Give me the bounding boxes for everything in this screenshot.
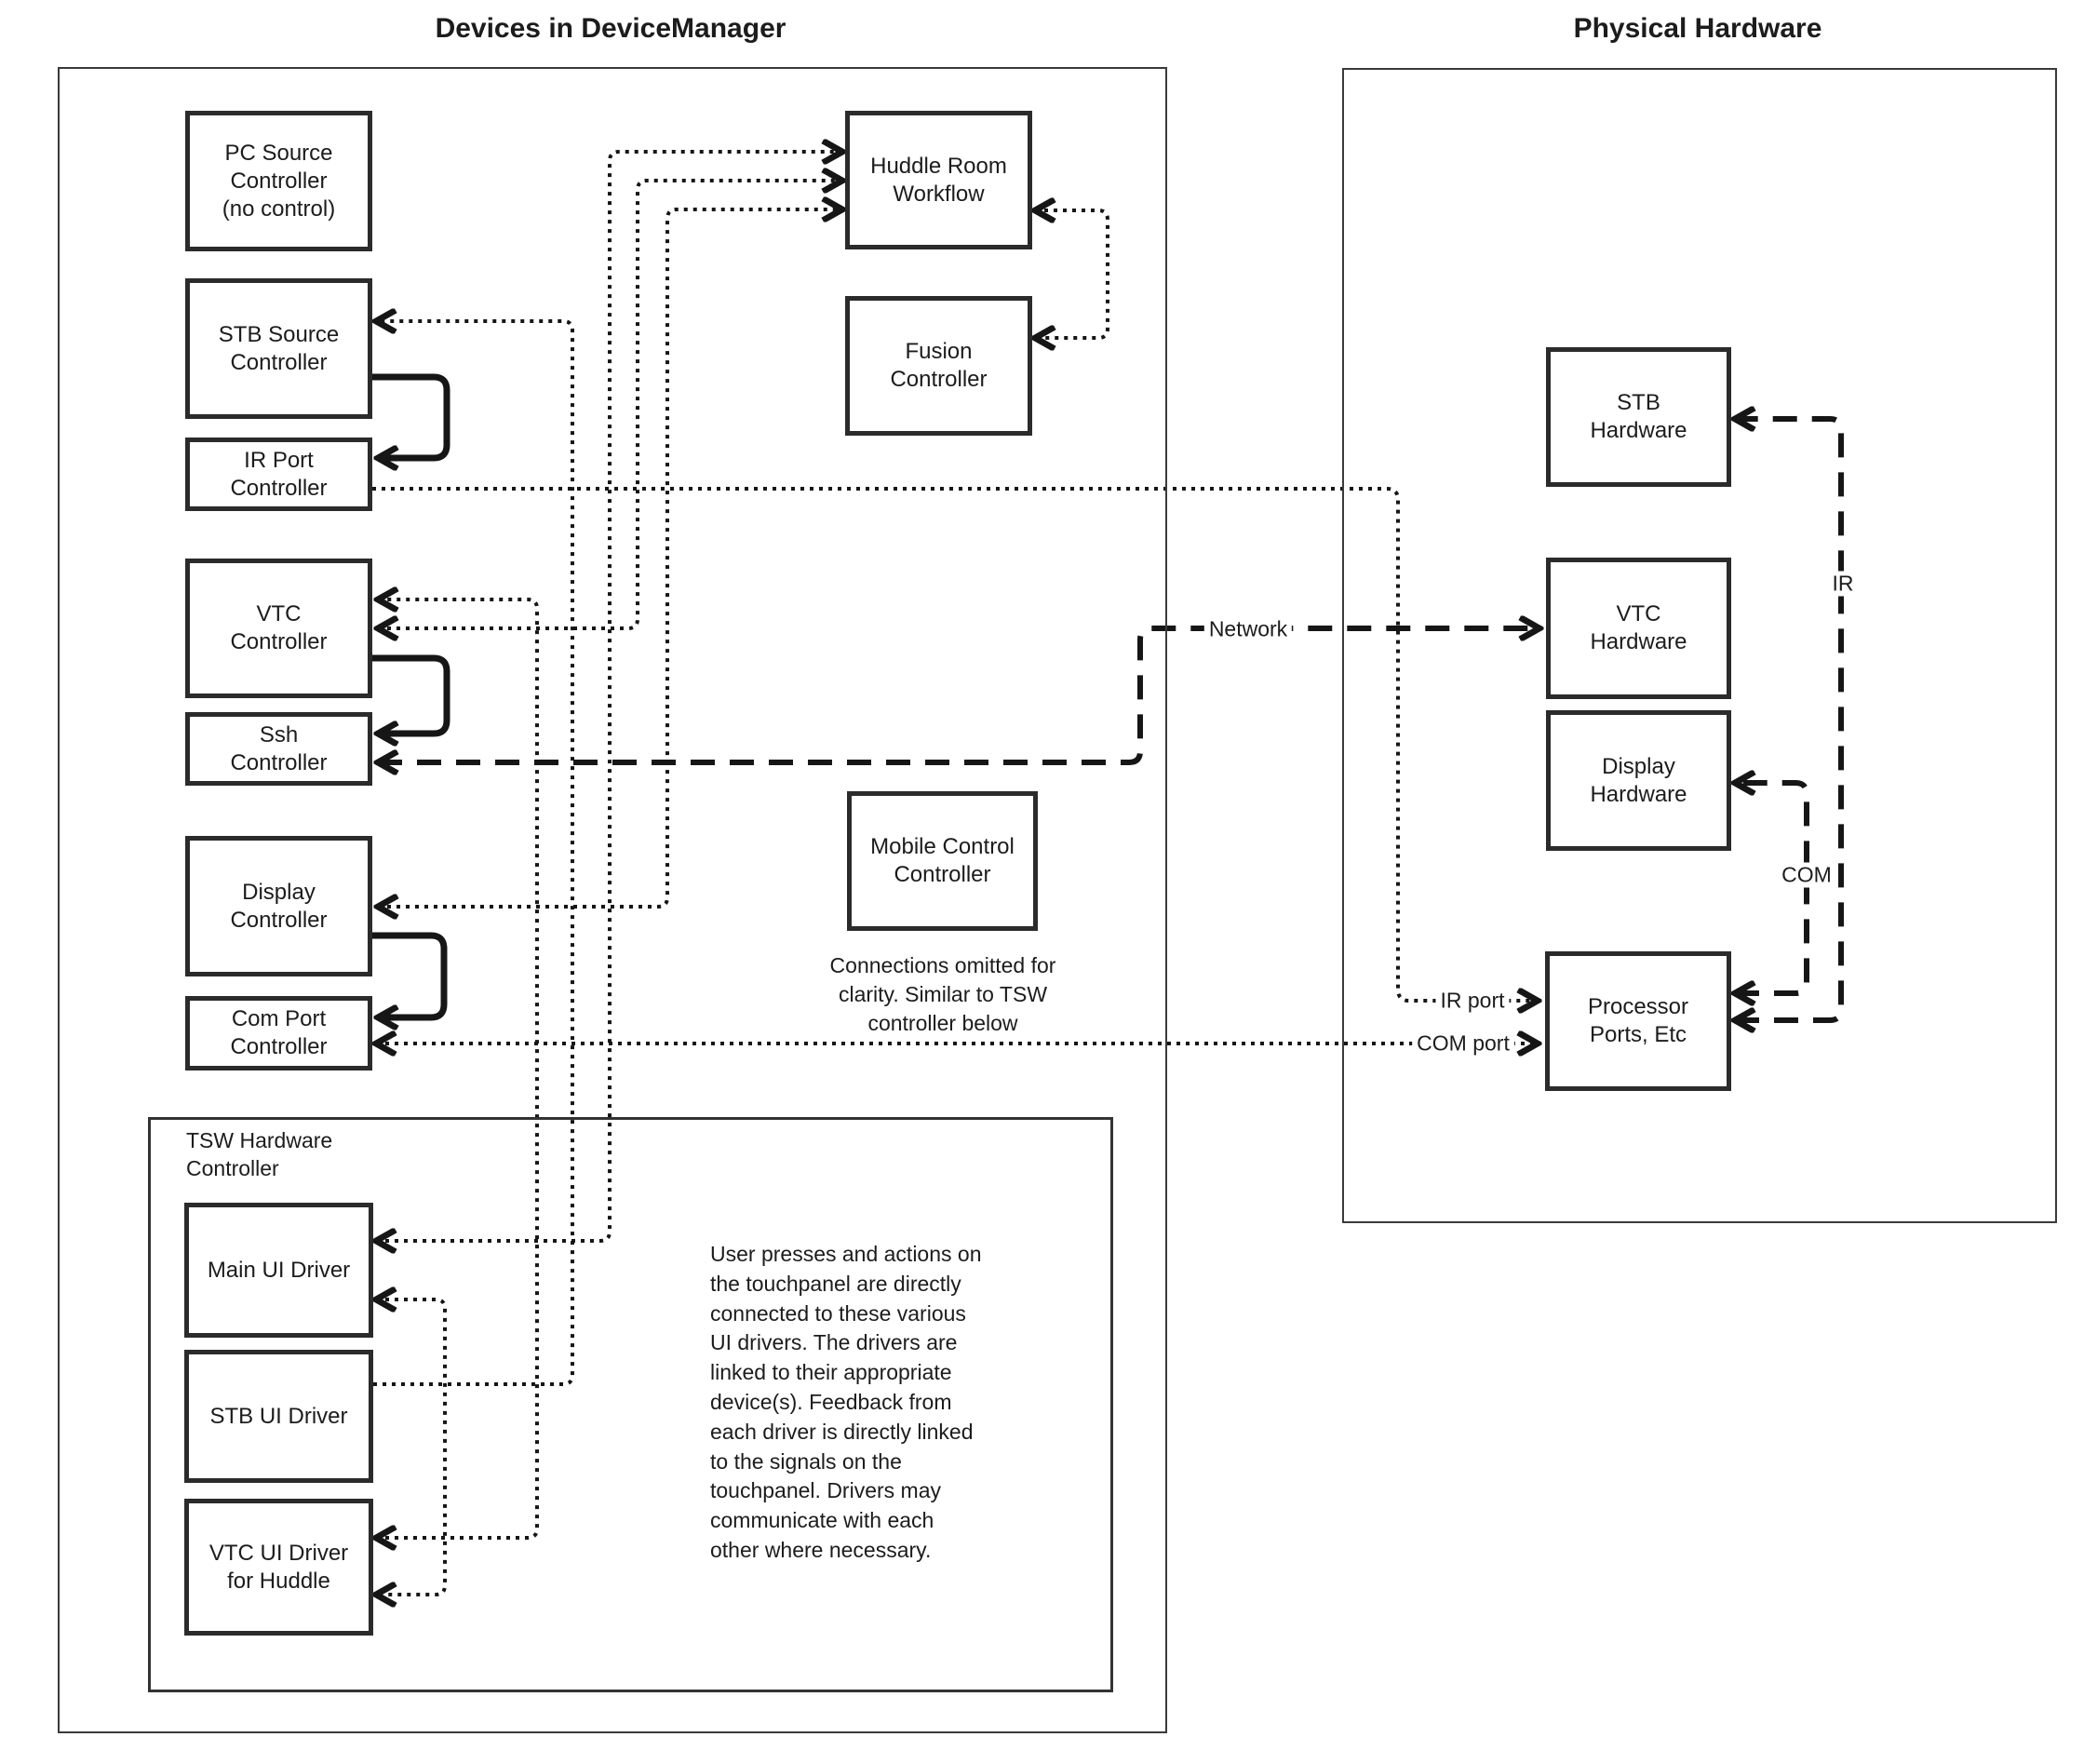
box-mobile-control-controller-label: Controller — [894, 862, 991, 887]
box-stb-ui-driver-label: STB UI Driver — [209, 1403, 348, 1429]
edge-label-ir-port-label: IR port — [1435, 989, 1509, 1014]
box-ssh-controller-label: Controller — [230, 749, 328, 775]
box-vtc-hardware — [1546, 558, 1731, 699]
box-fusion-controller — [845, 296, 1032, 436]
box-pc-source-controller-label: PC Source — [224, 140, 333, 166]
section-title-device-manager: Devices in DeviceManager — [435, 13, 786, 44]
box-vtc-hardware-label: VTC — [1616, 601, 1661, 626]
note-touchpanel-paragraph-line: touchpanel. Drivers may — [710, 1478, 941, 1503]
note-touchpanel-paragraph-line: linked to their appropriate — [710, 1360, 952, 1385]
box-huddle-room-workflow-label: Huddle Room — [870, 153, 1007, 179]
box-fusion-controller-label: Controller — [890, 367, 988, 392]
box-stb-ui-driver — [184, 1350, 373, 1483]
note-touchpanel-paragraph-line: each driver is directly linked — [710, 1419, 974, 1444]
note-touchpanel-paragraph-line: device(s). Feedback from — [710, 1389, 952, 1414]
box-ssh-controller-label: Ssh — [259, 721, 299, 747]
box-stb-hardware — [1546, 347, 1731, 487]
note-touchpanel-paragraph — [710, 1240, 982, 1566]
box-main-ui-driver — [184, 1203, 373, 1338]
box-vtc-ui-driver — [184, 1499, 373, 1636]
box-pc-source-controller-label: (no control) — [222, 195, 336, 222]
box-vtc-hardware-label: Hardware — [1590, 629, 1687, 654]
note-touchpanel-paragraph-line: User presses and actions on — [710, 1242, 982, 1266]
box-pc-source-controller — [185, 111, 372, 251]
box-vtc-controller-label: VTC — [256, 601, 302, 626]
box-vtc-ui-driver-label: VTC UI Driver — [208, 1540, 349, 1566]
box-ir-port-controller-label: Controller — [230, 475, 328, 501]
edge-label-network-label: Network — [1204, 617, 1292, 642]
box-processor-ports-label: Processor — [1587, 994, 1689, 1019]
note-connections-omitted-note-line: controller below — [867, 1011, 1018, 1035]
box-display-controller-label: Display — [242, 879, 316, 905]
box-processor-ports-label: Ports, Etc — [1589, 1022, 1687, 1047]
tsw-controller-label-line: TSW Hardware — [186, 1128, 333, 1152]
box-stb-source-controller-label: Controller — [230, 349, 328, 375]
box-pc-source-controller-label: Controller — [230, 168, 328, 194]
box-stb-hardware-label: STB — [1617, 390, 1660, 415]
box-display-controller — [185, 836, 372, 976]
box-fusion-controller-label: Fusion — [905, 339, 973, 364]
box-ssh-controller — [185, 712, 372, 786]
box-com-port-controller — [185, 996, 372, 1071]
box-processor-ports — [1545, 951, 1731, 1091]
note-connections-omitted-note-line: Connections omitted for — [829, 953, 1056, 977]
box-display-hardware — [1546, 710, 1731, 851]
box-stb-source-controller — [185, 278, 372, 419]
box-display-hardware-label: Display — [1602, 753, 1675, 779]
section-title-physical-hardware: Physical Hardware — [1573, 13, 1822, 44]
box-display-hardware-label: Hardware — [1590, 781, 1687, 807]
note-touchpanel-paragraph-line: communicate with each — [710, 1508, 934, 1533]
note-touchpanel-paragraph-line: connected to these various — [710, 1300, 966, 1326]
edge-label-com-label: COM — [1777, 863, 1836, 888]
note-touchpanel-paragraph-line: to the signals on the — [710, 1448, 902, 1474]
edge-label-ir-label: IR — [1828, 572, 1859, 597]
box-mobile-control-controller-label: Mobile Control — [870, 834, 1015, 859]
box-vtc-controller-label: Controller — [230, 629, 328, 654]
box-display-controller-label: Controller — [230, 907, 328, 933]
tsw-controller-label-line: Controller — [186, 1156, 279, 1180]
box-vtc-ui-driver-label: for Huddle — [227, 1568, 330, 1594]
tsw-controller-label — [186, 1126, 332, 1182]
note-touchpanel-paragraph-line: other where necessary. — [710, 1537, 932, 1562]
box-stb-source-controller-label: STB Source — [218, 321, 340, 347]
box-ir-port-controller — [185, 438, 372, 511]
note-connections-omitted-note-line: clarity. Similar to TSW — [838, 982, 1048, 1006]
box-ir-port-controller-label: IR Port — [244, 447, 314, 473]
box-stb-hardware-label: Hardware — [1590, 418, 1687, 443]
box-com-port-controller-label: Controller — [230, 1034, 328, 1059]
note-touchpanel-paragraph-line: the touchpanel are directly — [710, 1271, 961, 1296]
box-huddle-room-workflow — [845, 111, 1032, 249]
note-touchpanel-paragraph-line: UI drivers. The drivers are — [710, 1330, 958, 1355]
note-connections-omitted-note — [830, 951, 1056, 1038]
box-vtc-controller — [185, 559, 372, 698]
edge-label-com-port-label: COM port — [1412, 1031, 1514, 1057]
box-main-ui-driver-label: Main UI Driver — [207, 1257, 351, 1283]
box-huddle-room-workflow-label: Workflow — [893, 181, 985, 207]
box-mobile-control-controller — [847, 791, 1038, 931]
box-com-port-controller-label: Com Port — [231, 1006, 327, 1031]
